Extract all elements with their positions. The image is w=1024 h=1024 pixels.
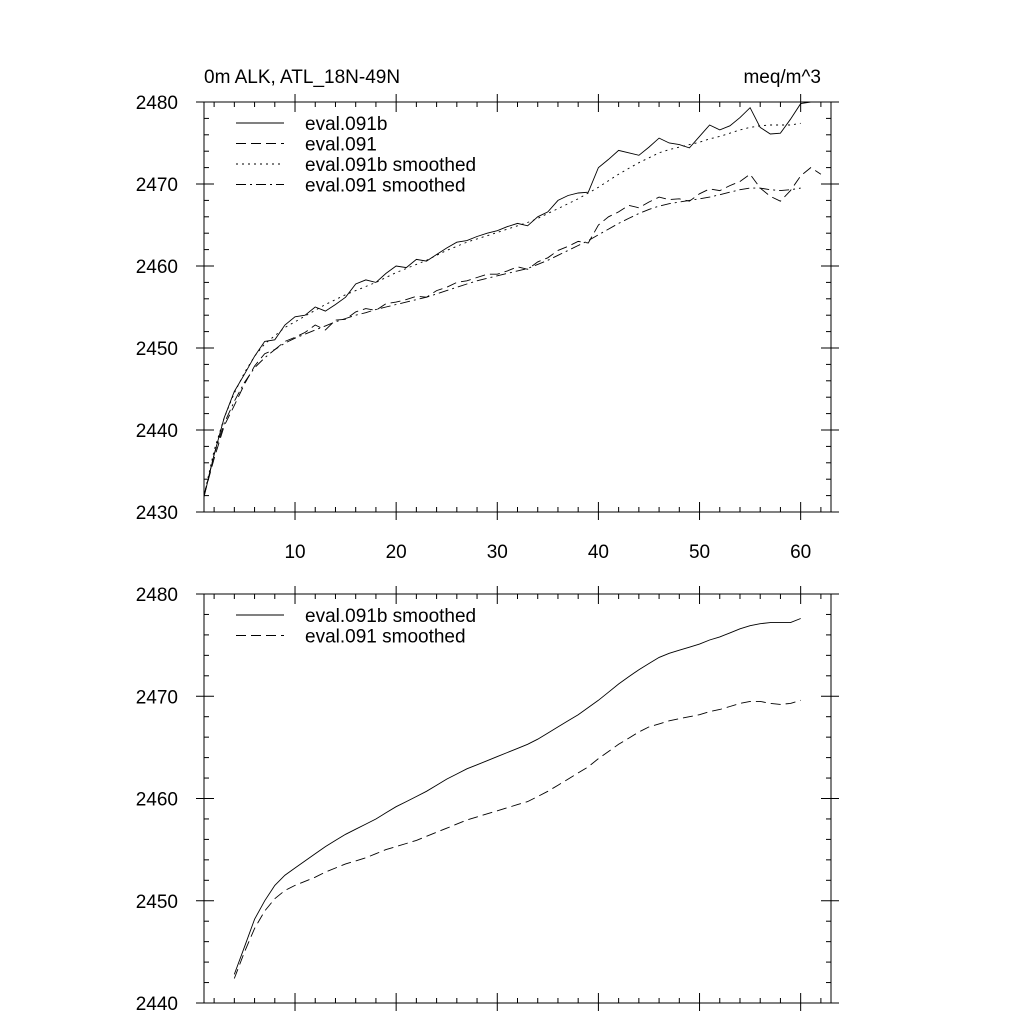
x-tick-label: 40: [587, 542, 609, 563]
series-line-dashdot: [204, 188, 801, 496]
x-tick-label: 60: [790, 542, 812, 563]
y-tick-label: 2480: [135, 93, 178, 114]
y-tick-label: 2430: [135, 503, 178, 524]
y-tick-label: 2460: [135, 789, 178, 811]
plot-frame: [204, 102, 831, 512]
series-line-dotted: [204, 123, 801, 495]
y-tick-label: 2450: [135, 891, 178, 913]
series-line-solid: [204, 102, 831, 497]
chart-units: meq/m^3: [743, 67, 821, 88]
x-tick-label: 10: [284, 542, 306, 563]
legend-label: eval.091: [305, 134, 377, 156]
legend-label: eval.091b: [305, 114, 388, 135]
plot-frame: [204, 594, 831, 1003]
y-tick-label: 2470: [135, 687, 178, 709]
y-tick-label: 2450: [135, 339, 178, 360]
series-line-dashed: [234, 700, 800, 978]
x-tick-label: 30: [486, 542, 508, 563]
chart-title: 0m ALK, ATL_18N-49N: [204, 67, 401, 88]
legend-label: eval.091b smoothed: [305, 606, 477, 627]
y-tick-label: 2440: [135, 994, 178, 1015]
y-tick-label: 2470: [135, 175, 178, 196]
legend-label: eval.091b smoothed: [305, 155, 477, 176]
series-line-solid: [234, 619, 800, 975]
series-line-dashed: [204, 168, 821, 496]
bottom-panel: [136, 585, 839, 1015]
y-tick-label: 2440: [135, 421, 178, 442]
x-tick-label: 20: [385, 542, 407, 563]
y-tick-label: 2480: [135, 585, 178, 606]
y-tick-label: 2460: [135, 257, 178, 278]
top-panel: [136, 93, 839, 563]
x-tick-label: 50: [688, 542, 711, 563]
legend-label: eval.091 smoothed: [305, 175, 466, 197]
legend-label: eval.091 smoothed: [305, 626, 466, 648]
